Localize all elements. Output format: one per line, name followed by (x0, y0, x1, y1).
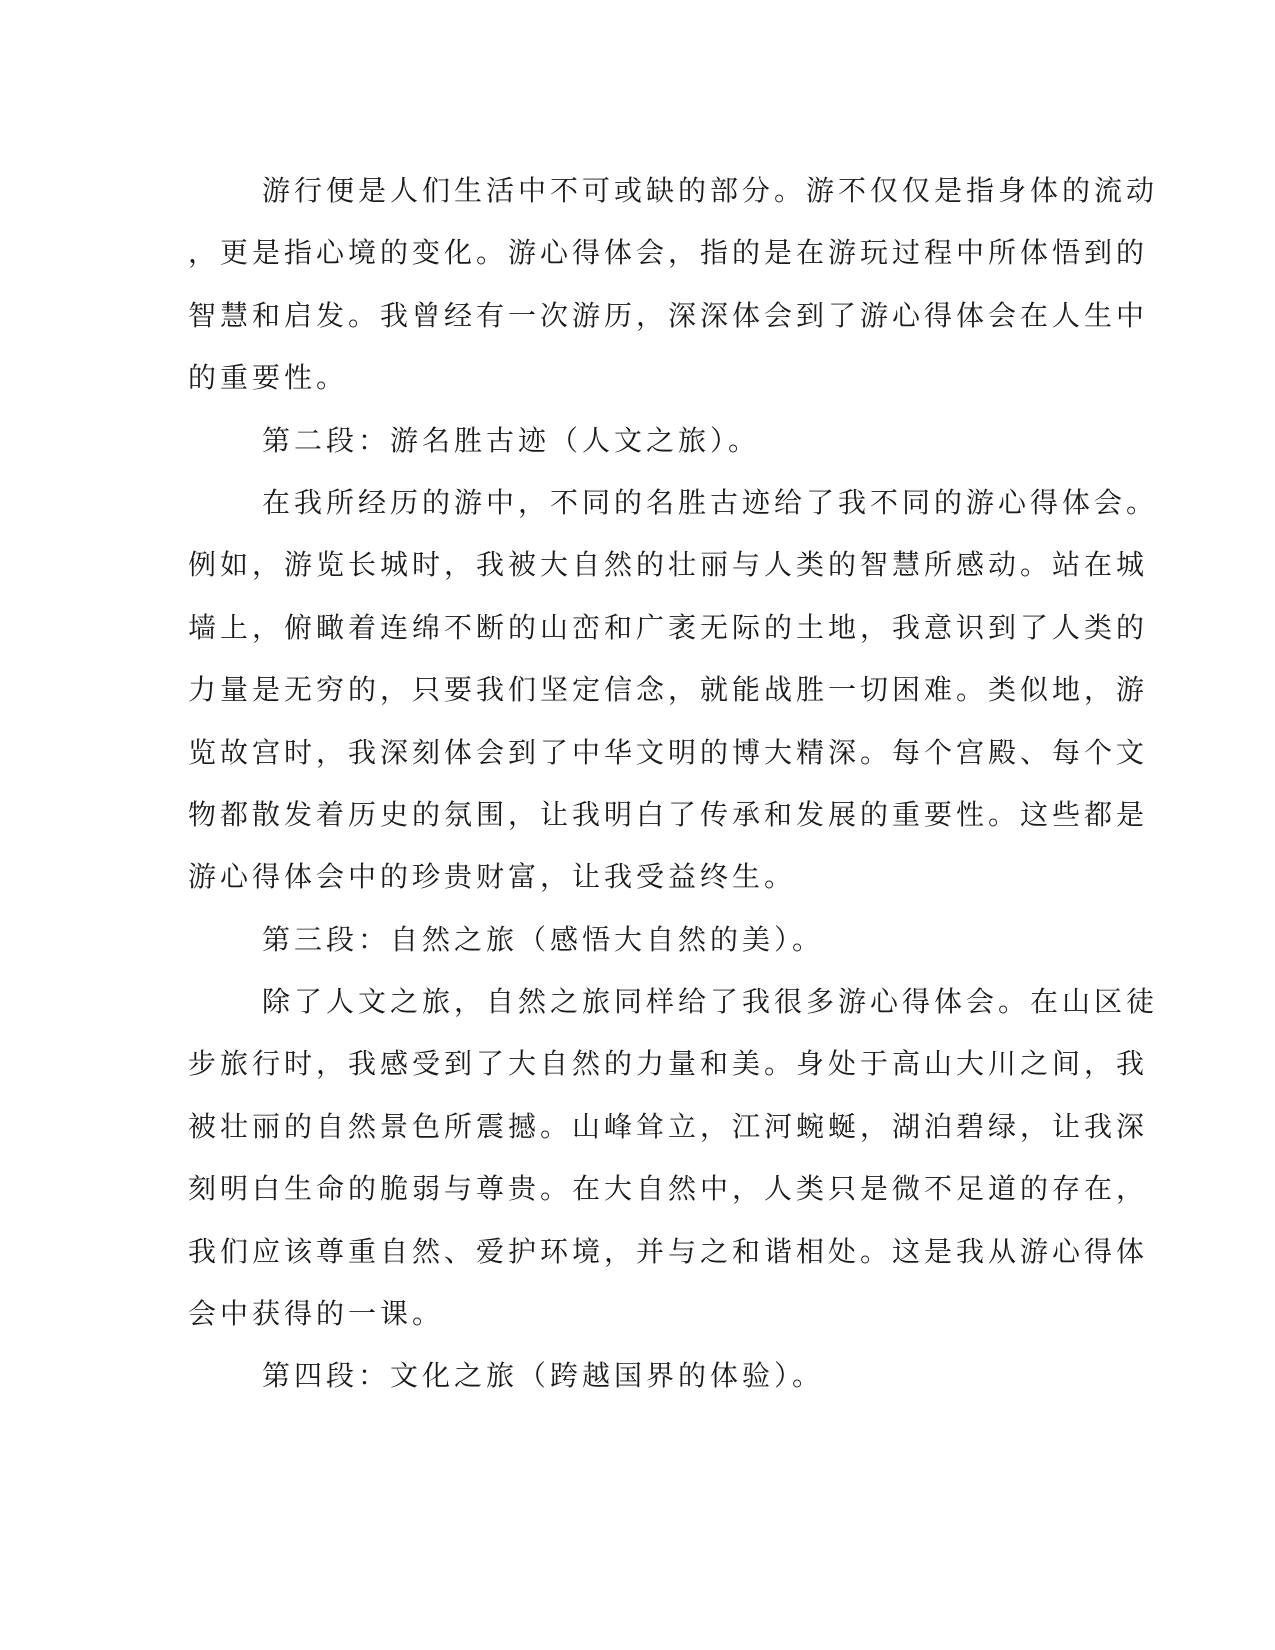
paragraph-2-line-3: 墙上，俯瞰着连绵不断的山峦和广袤无际的土地，我意识到了人类的 (188, 610, 1149, 644)
paragraph-1-line-4: 的重要性。 (188, 361, 349, 395)
section-heading-3: 第三段：自然之旅（感悟大自然的美）。 (262, 922, 825, 956)
section-heading-2: 第二段：游名胜古迹（人文之旅）。 (262, 423, 761, 457)
paragraph-2-line-2: 例如，游览长城时，我被大自然的壮丽与人类的智慧所感动。站在城 (188, 548, 1149, 582)
paragraph-3-line-2: 步旅行时，我感受到了大自然的力量和美。身处于高山大川之间，我 (188, 1047, 1149, 1081)
paragraph-1-line-2: ，更是指心境的变化。游心得体会，指的是在游玩过程中所体悟到的 (188, 236, 1149, 270)
paragraph-1-line-1: 游行便是人们生活中不可或缺的部分。游不仅仅是指身体的流动 (262, 174, 1159, 207)
paragraph-1-line-3: 智慧和启发。我曾经有一次游历，深深体会到了游心得体会在人生中 (188, 298, 1149, 332)
paragraph-2-line-7: 游心得体会中的珍贵财富，让我受益终生。 (188, 860, 797, 894)
section-heading-4: 第四段：文化之旅（跨越国界的体验）。 (262, 1359, 825, 1393)
paragraph-3-line-4: 刻明白生命的脆弱与尊贵。在大自然中，人类只是微不足道的存在， (188, 1172, 1149, 1206)
paragraph-2-line-6: 物都散发着历史的氛围，让我明白了传承和发展的重要性。这些都是 (188, 797, 1149, 831)
paragraph-3-line-1: 除了人文之旅，自然之旅同样给了我很多游心得体会。在山区徒 (262, 985, 1159, 1019)
paragraph-2-line-5: 览故宫时，我深刻体会到了中华文明的博大精深。每个宫殿、每个文 (188, 735, 1149, 769)
paragraph-3-line-3: 被壮丽的自然景色所震撼。山峰耸立，江河蜿蜒，湖泊碧绿，让我深 (188, 1109, 1149, 1143)
paragraph-2-line-4: 力量是无穷的，只要我们坚定信念，就能战胜一切困难。类似地，游 (188, 673, 1149, 707)
paragraph-3-line-6: 会中获得的一课。 (188, 1297, 445, 1331)
paragraph-3-line-5: 我们应该尊重自然、爱护环境，并与之和谐相处。这是我从游心得体 (188, 1234, 1149, 1268)
paragraph-2-line-1: 在我所经历的游中，不同的名胜古迹给了我不同的游心得体会。 (262, 485, 1159, 519)
document-body (188, 160, 1159, 1408)
